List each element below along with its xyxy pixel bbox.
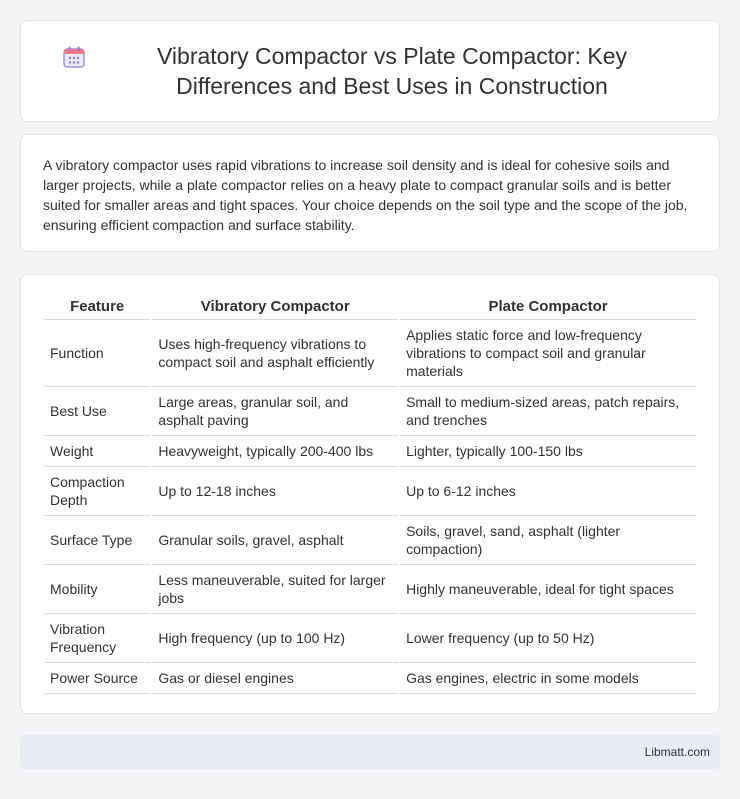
title-card [20,20,720,122]
feature-cell: Best Use [44,387,150,436]
comparison-table [42,295,698,694]
table-row [44,467,696,516]
table-row [44,436,696,467]
feature-cell: Power Source [44,663,150,694]
vibratory-cell: Uses high-frequency vibrations to compact soil and asphalt efficiently [152,320,398,387]
table-header-row [44,295,696,320]
plate-cell: Applies static force and low-frequency vibrations to compact soil and granular materials [400,320,696,387]
plate-cell: Soils, gravel, sand, asphalt (lighter compaction) [400,516,696,565]
feature-cell: Function [44,320,150,387]
vibratory-cell: Large areas, granular soil, and asphalt paving [152,387,398,436]
footer [20,735,720,769]
vibratory-cell: Up to 12-18 inches [152,467,398,516]
feature-cell: Compaction Depth [44,467,150,516]
table-row [44,663,696,694]
plate-cell: Up to 6-12 inches [400,467,696,516]
feature-cell: Mobility [44,565,150,614]
intro-paragraph: A vibratory compactor uses rapid vibrations to increase soil density and is ideal for cohesive soils and larger projects, while a plate compactor relies on a heavy plate to compact granular soils and is better suited for smaller areas and tight spaces. Your choice depends on the soil type and the scope of the job, ensuring efficient compaction and surface stability. [43,157,688,233]
table-row [44,320,696,387]
vibratory-cell: Heavyweight, typically 200-400 lbs [152,436,398,467]
plate-cell: Lighter, typically 100-150 lbs [400,436,696,467]
header-feature: Feature [44,295,150,320]
vibratory-cell: High frequency (up to 100 Hz) [152,614,398,663]
vibratory-cell: Granular soils, gravel, asphalt [152,516,398,565]
vibratory-cell: Less maneuverable, suited for larger jobs [152,565,398,614]
plate-cell: Small to medium-sized areas, patch repairs, and trenches [400,387,696,436]
vibratory-cell: Gas or diesel engines [152,663,398,694]
table-row [44,516,696,565]
plate-cell: Highly maneuverable, ideal for tight spaces [400,565,696,614]
plate-cell: Lower frequency (up to 50 Hz) [400,614,696,663]
footer-site-label: Libmatt.com [644,745,710,759]
feature-cell: Surface Type [44,516,150,565]
feature-cell: Vibration Frequency [44,614,150,663]
page-title: Vibratory Compactor vs Plate Compactor: Key Differences and Best Uses in Construction [157,43,627,99]
table-row [44,565,696,614]
table-row [44,387,696,436]
header-plate: Plate Compactor [400,295,696,320]
header-vibratory: Vibratory Compactor [152,295,398,320]
feature-cell: Weight [44,436,150,467]
intro-card [20,134,720,252]
table-row [44,614,696,663]
calendar-icon [61,44,87,70]
plate-cell: Gas engines, electric in some models [400,663,696,694]
comparison-card [20,274,720,714]
